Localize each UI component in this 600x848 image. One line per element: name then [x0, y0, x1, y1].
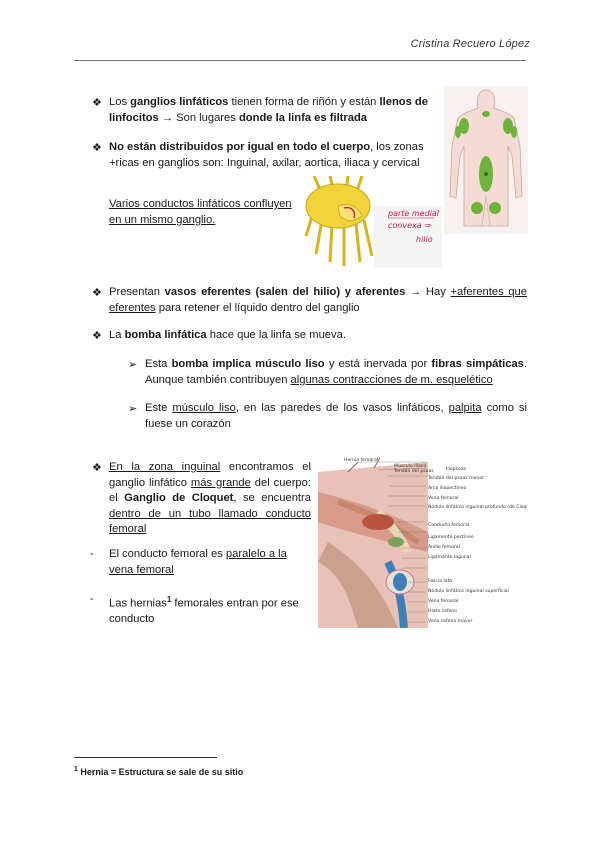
anatomy-label: Ligamento lagunar [428, 555, 472, 560]
bullet-icon: ❖ [92, 142, 102, 154]
paragraph-cloquet: En la zona inguinal encontramos el ganglio linfático más grande del cuerpo: el Ganglio de Cloquet, se encuentra dentro de un tubo llamado conducto femoral [109, 461, 311, 535]
anatomy-label: Ligamento pectíneo [428, 535, 474, 540]
handwritten-note: convexa ⇒ [388, 221, 431, 230]
footnote-rule [74, 757, 217, 758]
footnote: $^1$ Hernia = Estructura se sale de su sitio [74, 766, 244, 777]
anatomy-label: Músculo ilíaco [394, 464, 427, 469]
lymph-node-image [304, 176, 442, 268]
arrow-bullet-icon: ➢ [128, 403, 138, 415]
bullet-icon: ❖ [92, 462, 102, 474]
anatomy-label: Vena femoral [428, 599, 459, 604]
paragraph-hernias: Las hernias$^1$ femorales entran por ese conducto [109, 595, 299, 626]
paragraph-smooth-muscle: Esta bomba implica músculo liso y está inervada por fibras simpáticas. Aunque también contribuyen algunas contracciones de m. esquelético [145, 358, 527, 386]
handwritten-note: parte medial [388, 209, 440, 218]
dash-bullet: - [90, 593, 94, 605]
anatomy-label: Anillo femoral [428, 545, 460, 550]
paragraph-distribution: No están distribuidos por igual en todo el cuerpo, los zonas +ricas en ganglios son: Inguinal, axilar, aortica, iliaca y cervical [109, 141, 424, 169]
anatomy-label: Vena femoral [428, 496, 459, 501]
anatomy-label: Arco iliopectíneo [428, 486, 467, 491]
bullet-icon: ❖ [92, 330, 102, 342]
anatomy-label: Tendón del psoas menor [428, 476, 485, 481]
dash-bullet: - [90, 548, 94, 560]
paragraph-vessels: Presentan vasos eferentes (salen del hilio) y aferentes → Hay +aferentes que eferentes para retener el líquido dentro del ganglio [109, 286, 528, 314]
anatomy-label: Hernia femoral [344, 458, 379, 463]
paragraph-heartlike: Este músculo liso, en las paredes de los vasos linfáticos, palpita como si fuese un corazón [145, 402, 527, 430]
anatomy-label: Hiato safeno [428, 609, 457, 614]
body-lymph-map-image [444, 86, 528, 234]
paragraph-femoral-canal: El conducto femoral es paralelo a la vena femoral [109, 548, 287, 576]
bullet-icon: ❖ [92, 287, 102, 299]
anatomy-label: Nódulo linfático inguinal profundo (de Cloquet) [428, 505, 527, 510]
author-name: Cristina Recuero López [410, 38, 530, 50]
anatomy-label: Conducto femoral [428, 523, 470, 528]
inguinal-anatomy-image [318, 452, 527, 628]
anatomy-label: Nódulo linfático inguinal superficial [428, 589, 509, 594]
anatomy-label: Fascia lata [428, 579, 453, 584]
paragraph-lymph-nodes: Los ganglios linfáticos tienen forma de riñón y están llenos de linfocitos → Son lugares donde la linfa es filtrada [109, 96, 428, 124]
paragraph-confluence: Varios conductos linfáticos confluyen en un mismo ganglio. [109, 198, 292, 226]
header-rule [74, 60, 526, 61]
anatomy-label: Iliopsoas [446, 467, 467, 472]
paragraph-lymph-pump: La bomba linfática hace que la linfa se mueva. [109, 329, 346, 341]
anatomy-label: Vena safena mayor [428, 619, 473, 624]
bullet-icon: ❖ [92, 97, 102, 109]
handwritten-note: hilio [416, 235, 433, 244]
anatomy-label: Tendón del psoas [394, 469, 434, 474]
arrow-bullet-icon: ➢ [128, 359, 138, 371]
